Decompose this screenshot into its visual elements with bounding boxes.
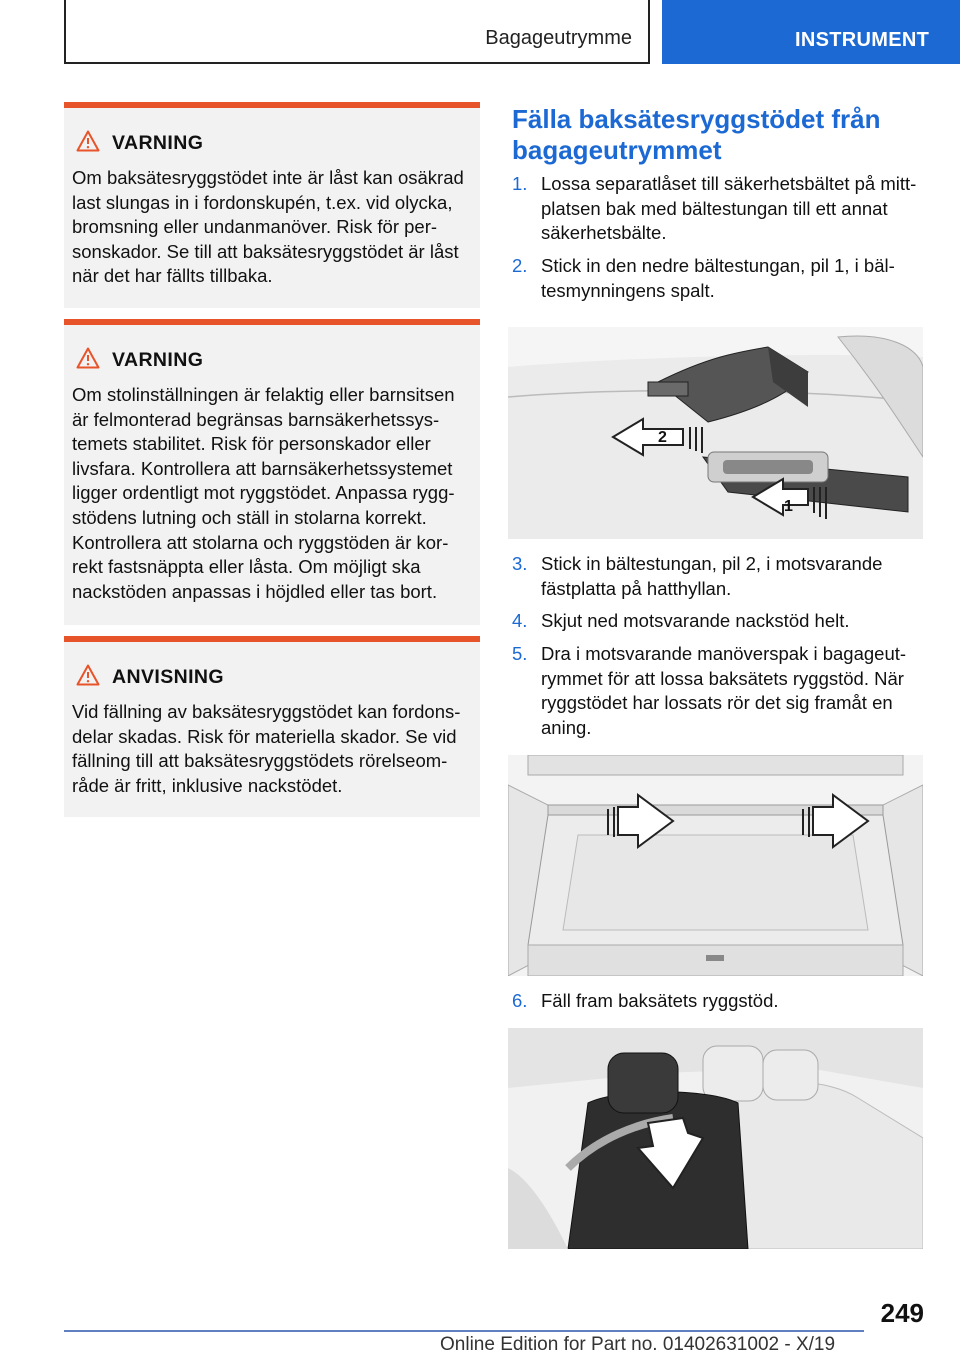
warning-box-2 (64, 319, 480, 625)
header-frame (64, 0, 650, 64)
text-line: last slungas in i fordonskupén, t.ex. vid olycka, (72, 191, 453, 213)
text-line: stödens lutning och ställ in stolarna korrekt. (72, 506, 427, 528)
trunk-illustration (508, 755, 923, 976)
footer-divider (64, 1330, 864, 1332)
warning-title: VARNING (112, 132, 204, 154)
text-line: platsen bak med bältestungan till ett annat (541, 197, 888, 219)
warning-box-1 (64, 102, 480, 308)
step-1 (512, 172, 932, 246)
text-line: ryggstödet har lossats rör det sig framåt en (541, 692, 893, 714)
text-line: när det har fällts tillbaka. (72, 265, 273, 287)
warning-triangle-icon (76, 664, 100, 686)
rear-seat-illustration (508, 1028, 923, 1249)
warning-title: VARNING (112, 349, 204, 371)
step-4 (512, 609, 932, 634)
figure-belt-buckle (508, 327, 923, 539)
text-line: ligger ordentligt mot ryggstödet. Anpassa rygg- (72, 482, 455, 504)
text-line: livsfara. Kontrollera att barnsäkerhetssystemet (72, 457, 453, 479)
figure-rear-seat (508, 1028, 923, 1249)
step-6 (512, 989, 932, 1014)
warning-triangle-icon (76, 347, 100, 369)
warning-text (72, 383, 476, 604)
text-line: säkerhetsbälte. (541, 222, 667, 244)
text-line: Om baksätesryggstödet inte är låst kan osäkrad (72, 167, 464, 188)
header-chapter-label: INSTRUMENT (795, 29, 930, 51)
text-line: Kontrollera att stolarna och ryggstöden är kor- (72, 531, 449, 553)
arrow-2-label: 2 (658, 429, 667, 446)
text-line: Vid fällning av baksätesryggstödet kan fordons- (72, 701, 461, 722)
notice-box (64, 636, 480, 817)
text-line: är felmonterad begränsas barnsäkerhetssys- (72, 408, 440, 430)
text-line: aning. (541, 716, 592, 738)
header-chapter-tab[interactable] (662, 0, 960, 64)
text-line: Lossa separatlåset till säkerhetsbältet på mitt- (541, 173, 917, 194)
text-line: Stick in den nedre bältestungan, pil 1, i bäl- (541, 255, 895, 276)
text-line: delar skadas. Risk för materiella skador. Se vid (72, 725, 457, 747)
step-number: 5. (512, 643, 528, 664)
text-line: fällning till att baksätesryggstödets rörelseom- (72, 750, 448, 772)
text-line: råde är fritt, inklusive nackstödet. (72, 774, 343, 796)
step-5 (512, 642, 932, 740)
step-number: 4. (512, 610, 528, 631)
text-line: bromsning eller undanmanöver. Risk för per- (72, 216, 438, 238)
text-line: Stick in bältestungan, pil 2, i motsvarande (541, 553, 883, 574)
warning-triangle-icon (76, 130, 100, 152)
step-number: 3. (512, 553, 528, 574)
text-line: tesmynningens spalt. (541, 279, 715, 301)
step-number: 6. (512, 990, 528, 1011)
text-line: sonskador. Se till att baksätesryggstödet är låst (72, 240, 459, 262)
text-line: Skjut ned motsvarande nackstöd helt. (541, 610, 850, 631)
text-line: rekt fastsnäppta eller låsta. Om möjligt ska (72, 556, 421, 578)
figure-trunk-levers (508, 755, 923, 976)
page-number: 249 (880, 1298, 924, 1328)
warning-text (72, 166, 476, 289)
text-line: fästplatta på hatthyllan. (541, 577, 732, 599)
text-line: Om stolinställningen är felaktig eller barnsitsen (72, 384, 455, 405)
header-section-title: Bagageutrymme (485, 27, 632, 49)
text-line: rymmet för att lossa baksätets ryggstöd. När (541, 667, 904, 689)
footer-edition: Online Edition for Part no. 01402631002 - X/19 (440, 1334, 836, 1355)
text-line: temets stabilitet. Risk för personskador eller (72, 433, 431, 455)
section-heading: Fälla baksätesryggstödet från bagageutrymmet (512, 104, 881, 165)
step-2 (512, 254, 932, 303)
notice-text (72, 700, 476, 798)
text-line: Fäll fram baksätets ryggstöd. (541, 990, 779, 1011)
step-3 (512, 552, 932, 601)
text-line: nackstöden anpassas i höjdled eller tas bort. (72, 580, 438, 602)
step-number: 2. (512, 255, 528, 276)
step-number: 1. (512, 173, 528, 194)
text-line: Dra i motsvarande manöverspak i bagageut- (541, 643, 907, 664)
notice-title: ANVISNING (112, 666, 224, 688)
arrow-1-label: 1 (784, 498, 793, 515)
belt-buckle-illustration (508, 327, 923, 539)
